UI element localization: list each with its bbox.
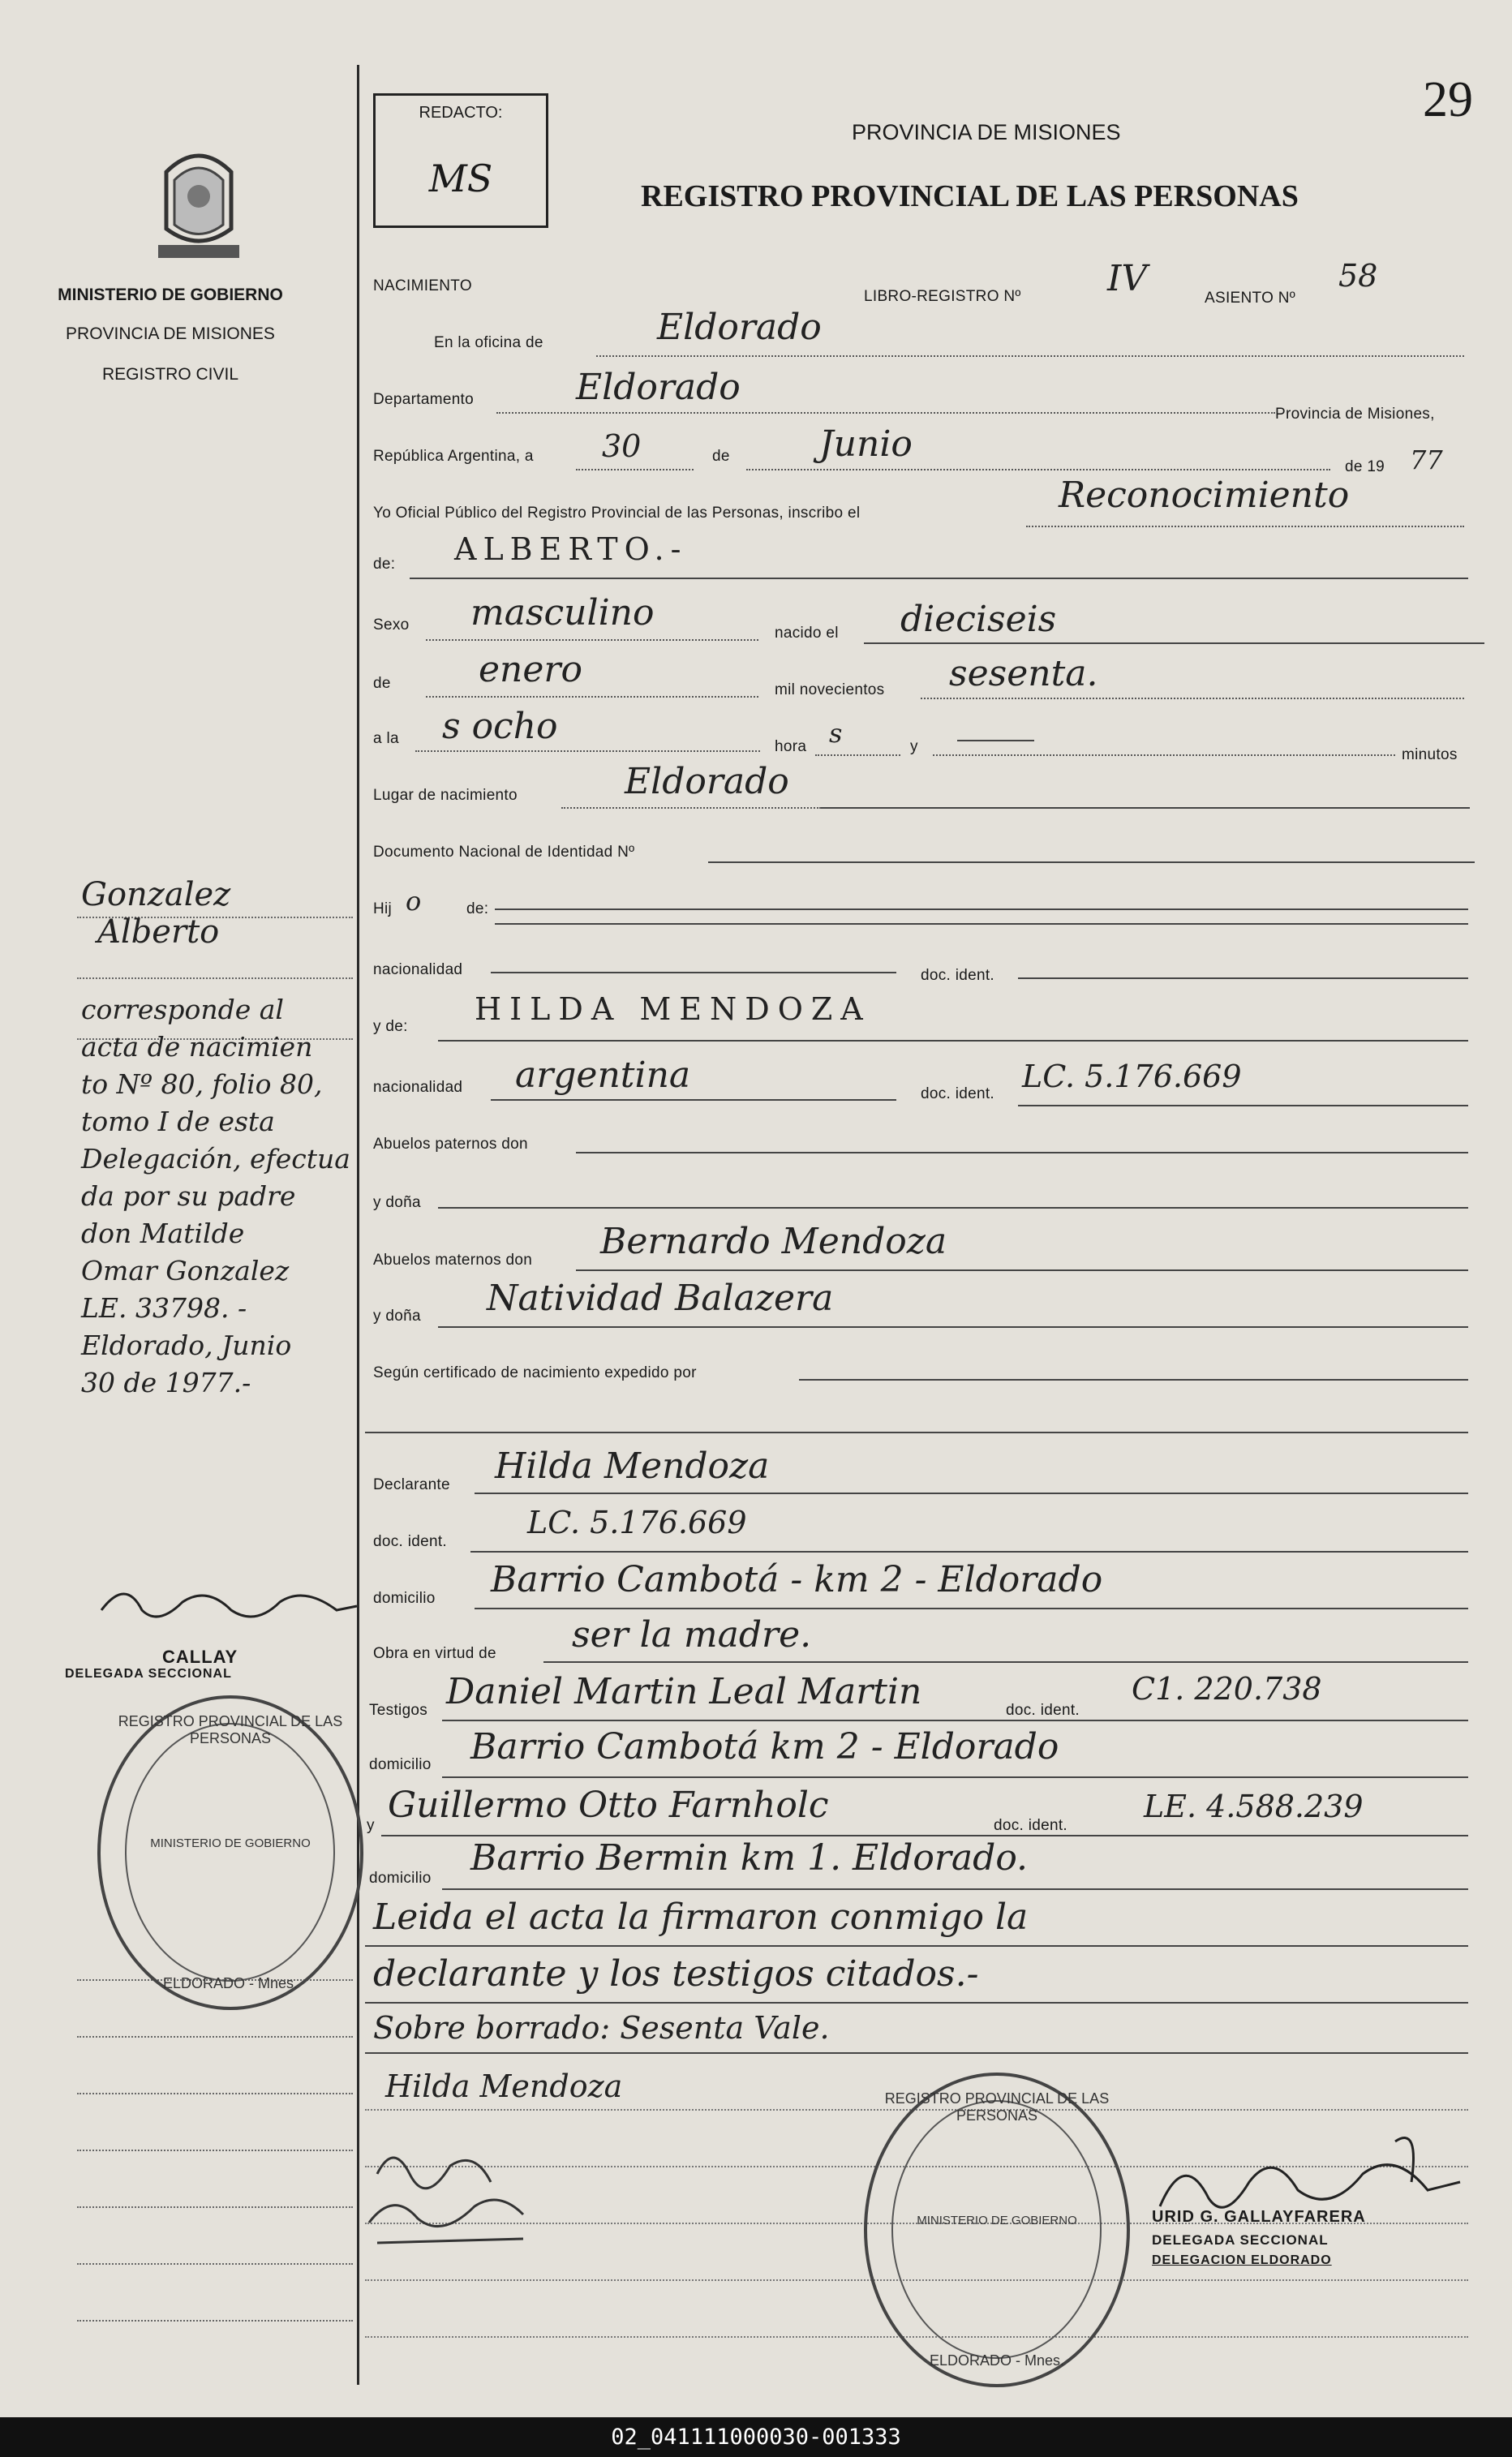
minutos-line — [933, 754, 1395, 756]
asiento-value: 58 — [1338, 258, 1378, 294]
file-id-bar — [0, 2417, 1512, 2457]
abuela-materna-line — [438, 1326, 1468, 1328]
leida-line-2 — [365, 2002, 1468, 2004]
lugar-label: Lugar de nacimiento — [373, 787, 518, 804]
province-subheading: PROVINCIA DE MISIONES — [66, 324, 275, 343]
declarante-label: Declarante — [373, 1476, 450, 1493]
abuela-paterna-line — [438, 1207, 1468, 1209]
madre-label: y de: — [373, 1018, 408, 1035]
testigo1-doc-label: doc. ident. — [1006, 1702, 1080, 1719]
margin-note-line: corresponde al — [81, 994, 284, 1025]
seal-text: REGISTRO PROVINCIAL DE LAS PERSONAS — [884, 2090, 1110, 2124]
official-name-stamp: URID G. GALLAYFARERA — [1152, 2208, 1366, 2226]
left-seal-bottom-text: ELDORADO - Mnes. — [162, 1975, 299, 1991]
anio-value: 77 — [1410, 445, 1443, 475]
padre-nacionalidad-label: nacionalidad — [373, 961, 463, 978]
province-title: PROVINCIA DE MISIONES — [852, 120, 1121, 144]
margin-note-line: Eldorado, Junio — [81, 1329, 292, 1361]
declarante-doc-value: LC. 5.176.669 — [527, 1505, 747, 1540]
sexo-label: Sexo — [373, 616, 410, 634]
testigo-signatures — [361, 2125, 572, 2247]
testigo2-doc-label: doc. ident. — [994, 1817, 1067, 1834]
margin-note-line: don Matilde — [81, 1218, 245, 1249]
testigo2-domicilio-value: Barrio Bermin km 1. Eldorado. — [470, 1837, 1029, 1879]
declarante-doc-line — [470, 1551, 1468, 1553]
segun-line — [799, 1379, 1468, 1381]
page-number: 29 — [1423, 72, 1473, 127]
segun-line-2 — [365, 1432, 1468, 1433]
de-label: de — [712, 448, 730, 465]
abuelos-paternos-label: Abuelos paternos don — [373, 1136, 528, 1153]
margin-note-line: LE. 33798. - — [81, 1292, 247, 1324]
minutos-dash — [957, 740, 1034, 741]
madre-doc-value: LC. 5.176.669 — [1022, 1059, 1242, 1094]
inscribo-line — [1026, 526, 1464, 527]
hijo-suffix: o — [406, 886, 422, 917]
madre-nacionalidad-value: argentina — [515, 1055, 691, 1096]
redacto-value: MS — [428, 157, 493, 200]
registry-seal-inner — [891, 2100, 1102, 2359]
oficina-label: En la oficina de — [434, 334, 543, 351]
madre-nacionalidad-label: nacionalidad — [373, 1079, 463, 1096]
testigos-label: Testigos — [369, 1702, 428, 1719]
hora-value: s — [829, 718, 843, 749]
left-registry-seal — [97, 1695, 363, 2010]
padre-line-2 — [495, 923, 1468, 925]
nacido-value: dieciseis — [900, 599, 1057, 640]
registry-seal — [864, 2073, 1130, 2387]
province-emblem-icon — [150, 140, 247, 261]
padre-doc-label: doc. ident. — [921, 967, 994, 984]
libro-value: IV — [1107, 258, 1148, 299]
leida-line-1 — [365, 1945, 1468, 1947]
registry-title: REGISTRO PROVINCIAL DE LAS PERSONAS — [641, 179, 1299, 213]
margin-note-line: to Nº 80, folio 80, — [81, 1068, 323, 1100]
mes-line — [746, 469, 1330, 470]
obra-line — [543, 1661, 1468, 1663]
margin-ruled-line — [77, 2263, 353, 2265]
declarante-domicilio-value: Barrio Cambotá - km 2 - Eldorado — [491, 1559, 1103, 1600]
mil-value: sesenta. — [949, 653, 1098, 694]
abuelos-maternos-line — [576, 1269, 1468, 1271]
margin-note-line: acta de nacimien — [81, 1031, 313, 1063]
margin-note-line: Gonzalez — [81, 876, 231, 913]
margin-note-line: tomo I de esta — [81, 1106, 275, 1137]
abuelos-paternos-line — [576, 1152, 1468, 1153]
margin-note-line: Omar Gonzalez — [81, 1255, 290, 1286]
oficina-value: Eldorado — [657, 307, 822, 348]
sexo-line — [426, 639, 758, 641]
padre-doc-line — [1018, 977, 1468, 979]
y-label: y — [910, 738, 918, 755]
inscribo-value: Reconocimiento — [1059, 475, 1350, 516]
madre-value: HILDA MENDOZA — [475, 991, 871, 1027]
declarante-line — [475, 1493, 1468, 1494]
oficina-line — [596, 355, 1464, 357]
mil-label: mil novecientos — [775, 681, 885, 698]
left-stamp-name: CALLAY — [162, 1647, 238, 1667]
official-office-stamp: DELEGACION ELDORADO — [1152, 2253, 1332, 2267]
nac-mes-value: enero — [479, 649, 582, 690]
sobreborrado-text: Sobre borrado: Sesenta Vale. — [373, 2010, 830, 2046]
hora-line — [815, 754, 900, 756]
margin-ruled-line — [77, 2036, 353, 2038]
testigo1-domicilio-label: domicilio — [369, 1756, 432, 1773]
oficial-text: Yo Oficial Público del Registro Provincial de las Personas, inscribo el — [373, 505, 861, 522]
abuela-materna-label: y doña — [373, 1308, 421, 1325]
libro-label: LIBRO-REGISTRO Nº — [864, 288, 1021, 305]
a-la-line — [415, 750, 760, 752]
nac-mes-label: de — [373, 675, 391, 692]
lugar-value: Eldorado — [625, 761, 789, 802]
hora-label: hora — [775, 738, 807, 755]
declarante-firma: Hilda Mendoza — [385, 2068, 623, 2104]
asiento-label: ASIENTO Nº — [1205, 290, 1295, 307]
a-la-value: s ocho — [442, 706, 558, 747]
redacto-label: REDACTO: — [419, 104, 503, 122]
sobreborrado-line — [365, 2052, 1468, 2054]
declarante-domicilio-label: domicilio — [373, 1590, 436, 1607]
testigo1-doc-value: C1. 220.738 — [1132, 1671, 1322, 1707]
testigo1-domicilio-value: Barrio Cambotá km 2 - Eldorado — [470, 1726, 1059, 1768]
obra-value: ser la madre. — [572, 1614, 812, 1656]
margin-note-line: 30 de 1977.- — [81, 1367, 251, 1398]
abuelos-maternos-label: Abuelos maternos don — [373, 1252, 533, 1269]
testigo1-line — [442, 1720, 1468, 1721]
nombre-line — [410, 578, 1468, 579]
mil-line — [921, 698, 1464, 699]
madre-doc-line — [1018, 1105, 1468, 1106]
dia-line — [576, 469, 694, 470]
republica-label: República Argentina, a — [373, 448, 534, 465]
seal-bottom-text: ELDORADO - Mnes. — [929, 2352, 1065, 2369]
padre-nac-line — [491, 972, 896, 973]
declarante-domicilio-line — [475, 1608, 1468, 1609]
nombre-value: ALBERTO.- — [454, 531, 688, 567]
mes-value: Junio — [819, 423, 913, 465]
left-stamp-role: DELEGADA SECCIONAL — [65, 1667, 232, 1681]
margin-ruled-line — [77, 2206, 353, 2208]
seal-inner-text: MINISTERIO DE GOBIERNO — [917, 2214, 1077, 2227]
minutos-label: minutos — [1402, 746, 1458, 763]
testigo2-doc-value: LE. 4.588.239 — [1144, 1789, 1364, 1824]
margin-note — [81, 876, 357, 1402]
testigo1-value: Daniel Martin Leal Martin — [446, 1671, 922, 1712]
testigo2-y-label: y — [367, 1817, 375, 1834]
redacto-box — [373, 93, 548, 228]
departamento-label: Departamento — [373, 391, 475, 408]
provincia-suffix: Provincia de Misiones, — [1275, 406, 1435, 423]
madre-line — [438, 1040, 1468, 1042]
left-seal-inner-text: MINISTERIO DE GOBIERNO — [150, 1836, 311, 1850]
dia-value: 30 — [602, 428, 642, 464]
nac-mes-line — [426, 696, 758, 698]
de-anio-label: de 19 — [1345, 458, 1385, 475]
testigo2-line — [381, 1835, 1468, 1836]
margin-divider — [357, 65, 359, 2385]
leida-text-1: Leida el acta la firmaron conmigo la — [373, 1896, 1029, 1938]
lugar-line-solid — [821, 807, 1470, 809]
margin-ruled-line — [77, 2320, 353, 2322]
departamento-value: Eldorado — [576, 367, 741, 408]
file-id: 02_041111000030-001333 — [611, 2425, 901, 2450]
a-la-label: a la — [373, 730, 399, 747]
segun-label: Según certificado de nacimiento expedido por — [373, 1364, 697, 1381]
obra-label: Obra en virtud de — [373, 1645, 496, 1662]
margin-signature — [93, 1570, 361, 1634]
dni-label: Documento Nacional de Identidad Nº — [373, 844, 635, 861]
testigo1-domicilio-line — [442, 1776, 1468, 1778]
nombre-label: de: — [373, 556, 396, 573]
madre-nac-line — [491, 1099, 896, 1101]
abuelo-materno-value: Bernardo Mendoza — [600, 1221, 947, 1262]
testigo2-value: Guillermo Otto Farnholc — [388, 1785, 829, 1826]
declarante-doc-label: doc. ident. — [373, 1533, 447, 1550]
nacimiento-label: NACIMIENTO — [373, 277, 472, 294]
margin-note-line: Alberto — [97, 913, 220, 951]
nacido-line — [864, 642, 1484, 644]
hijo-de-label: de: — [466, 900, 489, 917]
declarante-value: Hilda Mendoza — [495, 1445, 770, 1487]
official-role-stamp: DELEGADA SECCIONAL — [1152, 2232, 1329, 2248]
hijo-label: Hij — [373, 900, 393, 917]
registry-subheading: REGISTRO CIVIL — [101, 365, 239, 384]
lugar-line — [561, 807, 821, 809]
dni-line — [708, 861, 1475, 863]
margin-note-line: Delegación, efectua — [81, 1143, 350, 1175]
departamento-line — [496, 412, 1275, 414]
abuela-paterna-label: y doña — [373, 1194, 421, 1211]
padre-line-1 — [495, 908, 1468, 910]
nacido-label: nacido el — [775, 625, 839, 642]
testigo2-domicilio-line — [442, 1888, 1468, 1890]
left-seal-inner — [125, 1723, 335, 1982]
left-seal-text: REGISTRO PROVINCIAL DE LAS PERSONAS — [118, 1713, 343, 1746]
leida-text-2: declarante y los testigos citados.- — [373, 1953, 979, 1995]
madre-doc-label: doc. ident. — [921, 1085, 994, 1102]
margin-ruled-line — [77, 2093, 353, 2094]
margin-note-line: da por su padre — [81, 1180, 296, 1212]
abuela-materna-value: Natividad Balazera — [487, 1278, 834, 1319]
ministry-heading: MINISTERIO DE GOBIERNO — [58, 286, 283, 304]
testigo2-domicilio-label: domicilio — [369, 1870, 432, 1887]
sexo-value: masculino — [470, 592, 655, 634]
margin-ruled-line — [77, 2150, 353, 2151]
